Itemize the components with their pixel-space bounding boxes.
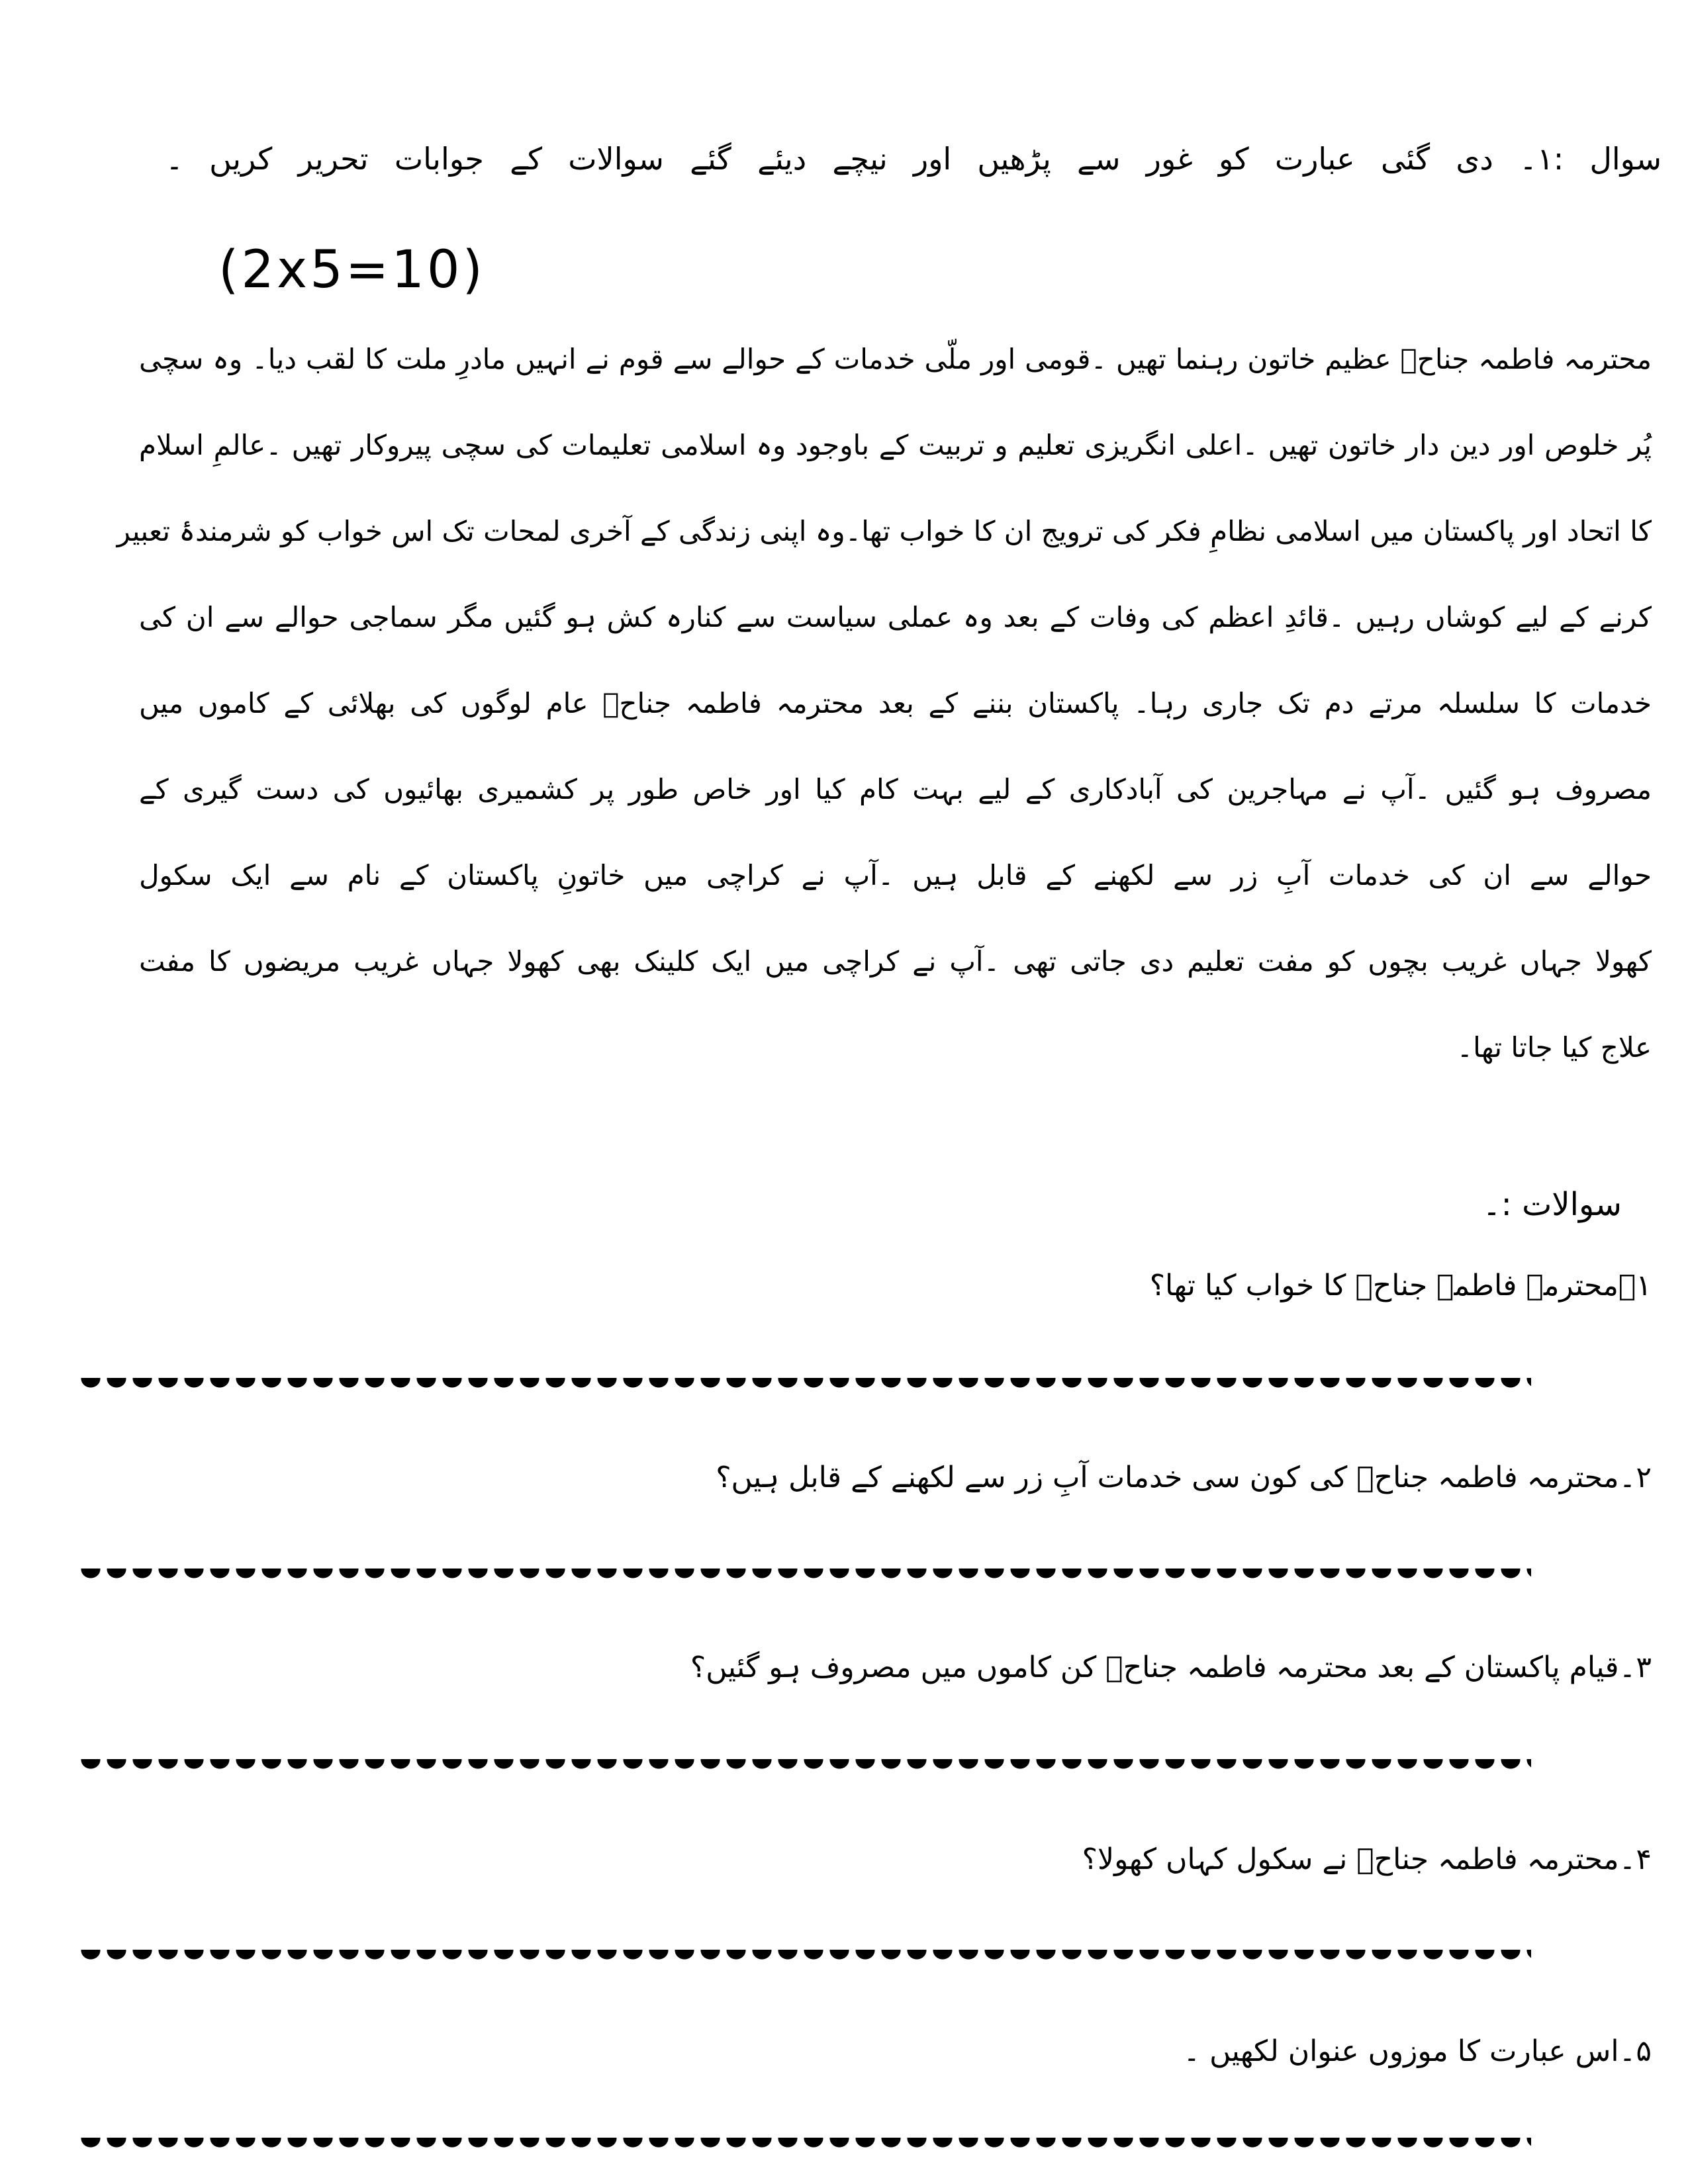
answer-line-4 [78,1950,1531,1964]
question-2: ۲۔محترمہ فاطمہ جناحؒ کی کون سی خدمات آبِ زر سے لکھنے کے قابل ہیں؟ [716,1461,1652,1494]
passage-line: کھولا جہاں غریب بچوں کو مفت تعلیم دی جاتی تھی ۔آپ نے کراچی میں ایک کلینک بھی کھولا جہاں غریب مریضوں کا مفت [139,945,1652,978]
passage-line: کرنے کے لیے کوشاں رہیں ۔قائدِ اعظم کی وفات کے بعد وہ عملی سیاست سے کنارہ کش ہو گئیں مگر سماجی حوالے سے ان کی [139,601,1652,633]
answer-line-1 [78,1378,1531,1392]
passage-line: حوالے سے ان کی خدمات آبِ زر سے لکھنے کے قابل ہیں ۔آپ نے کراچی میں خاتونِ پاکستان کے نام سے ایک سکول [139,859,1652,891]
passage-line: کا اتحاد اور پاکستان میں اسلامی نظامِ فکر کی ترویج ان کا خواب تھا۔وہ اپنی زندگی کے آخری لمحات تک اس خواب کو شرمندۂ تعبیر [117,515,1652,547]
question-4: ۴۔محترمہ فاطمہ جناحؒ نے سکول کہاں کھولا؟ [1082,1843,1652,1876]
marks-label: (2x5=10) [218,240,485,300]
passage [117,316,1652,1091]
passage-line: محترمہ فاطمہ جناحؒ عظیم خاتون رہنما تھیں ۔قومی اور ملّی خدمات کے حوالے سے قوم نے انہیں مادرِ ملت کا لقب دیا۔ وہ سچی [139,343,1652,375]
question-1: ۱۔محترمہ فاطمہ جناحؒ کا خواب کیا تھا؟ [1149,1269,1652,1302]
answer-line-3 [78,1759,1531,1774]
answer-line-2 [78,1569,1531,1583]
questions-heading: سوالات :۔ [1482,1186,1622,1223]
passage-line: خدمات کا سلسلہ مرتے دم تک جاری رہا۔ پاکستان بننے کے بعد محترمہ فاطمہ جناحؒ عام لوگوں کی بھلائی کے کاموں میں [139,687,1652,719]
passage-line: علاج کیا جاتا تھا۔ [1456,1031,1652,1064]
passage-line: پُر خلوص اور دین دار خاتون تھیں ۔اعلی انگریزی تعلیم و تربیت کے باوجود وہ اسلامی تعلیمات کی سچی پیروکار تھیں ۔عالمِ اسلام [139,429,1652,461]
question-5: ۵۔اس عبارت کا موزوں عنوان لکھیں ۔ [1183,2034,1652,2068]
instruction-heading: سوال :۱۔ دی گئی عبارت کو غور سے پڑھیں اور نیچے دیئے گئے سوالات کے جوابات تحریر کریں ۔ [165,141,1662,177]
passage-line: مصروف ہو گئیں ۔آپ نے مہاجرین کی آبادکاری کے لیے بہت کام کیا اور خاص طور پر کشمیری بھائیوں کی دست گیری کے [139,773,1652,805]
answer-line-5 [78,2138,1531,2152]
question-3: ۳۔قیام پاکستان کے بعد محترمہ فاطمہ جناحؒ کن کاموں میں مصروف ہو گئیں؟ [690,1651,1652,1684]
